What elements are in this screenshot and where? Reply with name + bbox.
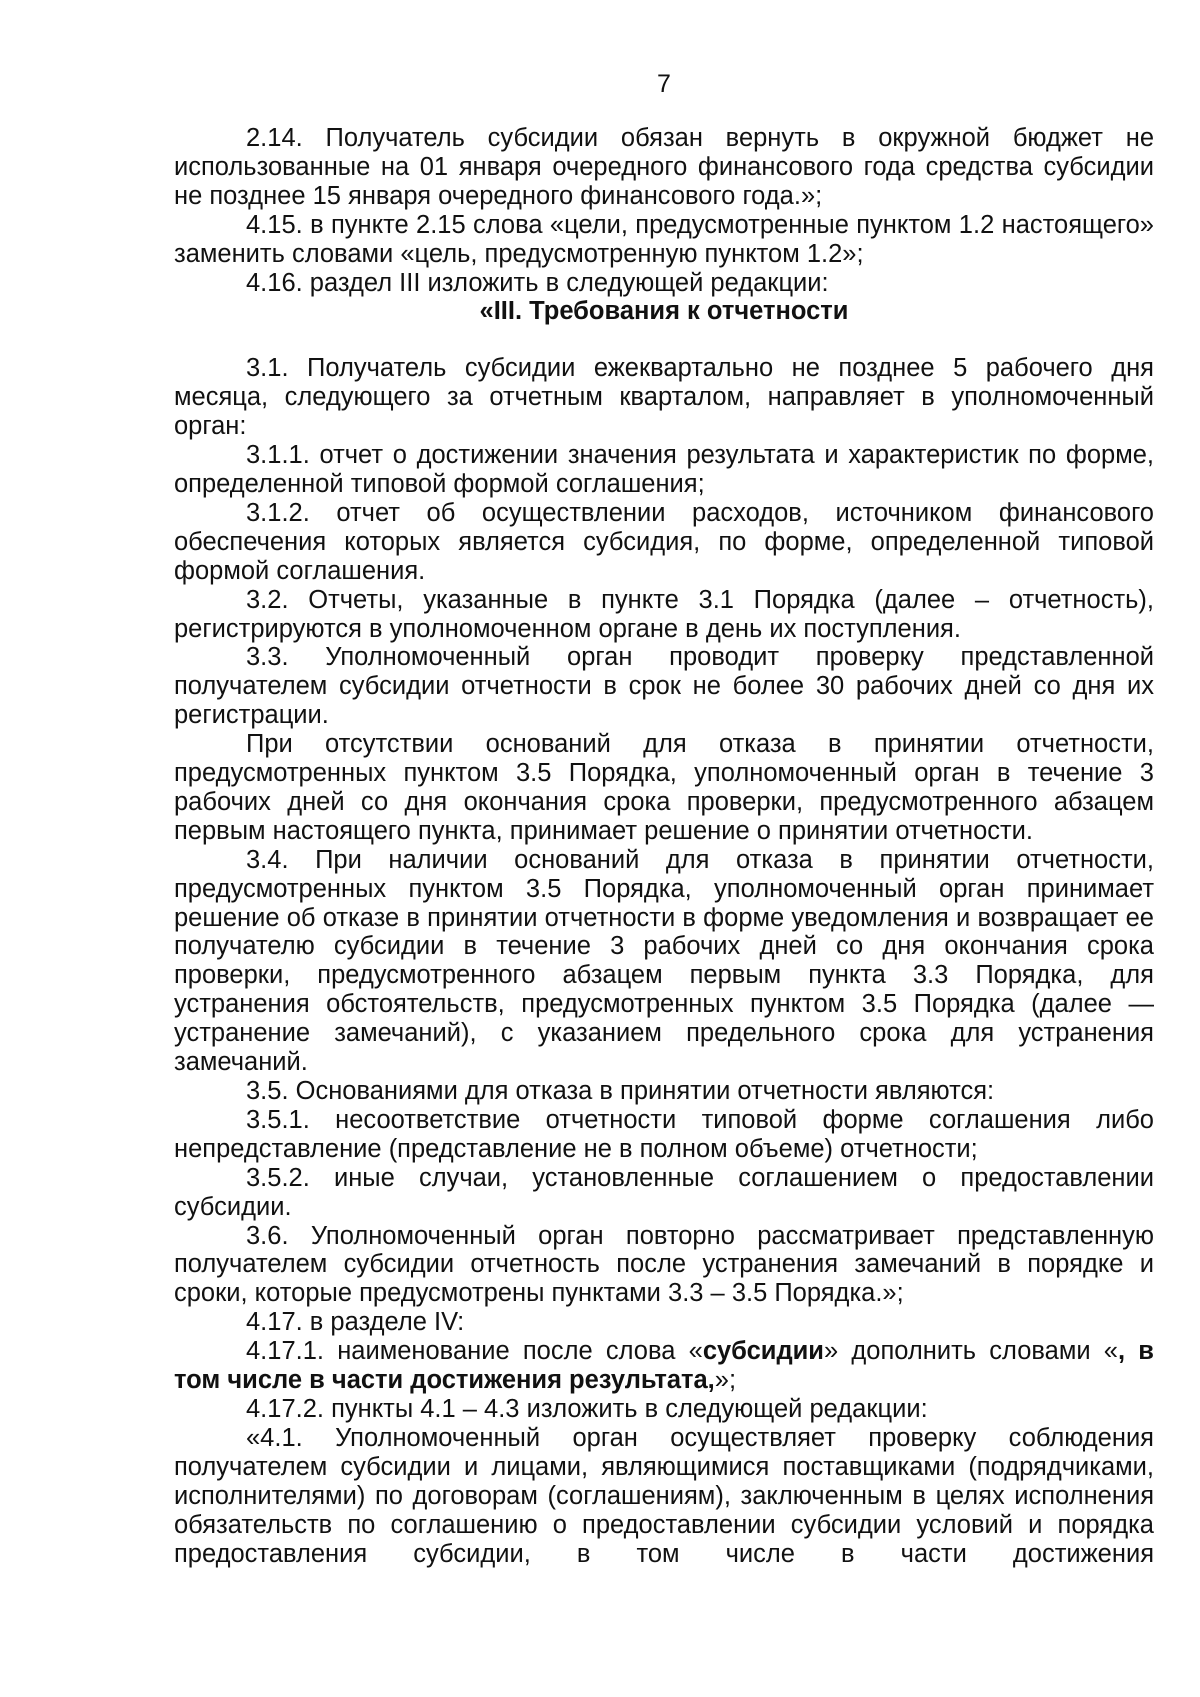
spacer — [174, 326, 1154, 354]
paragraph-3-3-second: При отсутствии оснований для отказа в принятии отчетности, предусмотренных пунктом 3.5 Порядка, уполномоченный орган в течение 3 рабочих дней со дня окончания срока проверки, предусмотренного абзацем первым настоящего пункта, принимает решение о принятии отчетности. — [174, 730, 1154, 845]
paragraph-3-2: 3.2. Отчеты, указанные в пункте 3.1 Порядка (далее – отчетность), регистрируются в уполномоченном органе в день их поступления. — [174, 585, 1154, 643]
paragraph-4-17-2: 4.17.2. пункты 4.1 – 4.3 изложить в следующей редакции: — [246, 1394, 928, 1423]
page-number: 7 — [657, 70, 671, 98]
document-page — [174, 68, 1154, 1568]
paragraph-4-16: 4.16. раздел III изложить в следующей редакции: — [246, 268, 829, 297]
paragraph-3-1-2: 3.1.2. отчет об осуществлении расходов, источником финансового обеспечения которых является субсидия, по форме, определенной типовой формой соглашения. — [174, 498, 1154, 585]
bold-term: субсидии — [702, 1337, 824, 1366]
paragraph-3-4: 3.4. При наличии оснований для отказа в принятии отчетности, предусмотренных пунктом 3.5 Порядка, уполномоченный орган принимает решение об отказе в принятии отчетности в форме уведомления и возвращает ее получателю субсидии в течение 3 рабочих дней со дня окончания срока проверки, предусмотренного абзацем первым пункта 3.3 Порядка, для устранения обстоятельств, предусмотренных пунктом 3.5 Порядка (далее — устранение замечаний), с указанием предельного срока для устранения замечаний. — [174, 845, 1154, 1077]
paragraph-2-14: 2.14. Получатель субсидии обязан вернуть в окружной бюджет не использованные на 01 января очередного финансового года средства субсидии не позднее 15 января очередного финансового года.»; — [174, 124, 1154, 210]
bold-insertion: , в том числе в части достижения результата, — [174, 1337, 1154, 1395]
paragraph-3-1: 3.1. Получатель субсидии ежеквартально не позднее 5 рабочего дня месяца, следующего за отчетным кварталом, направляет в уполномоченный орган: — [174, 354, 1154, 441]
paragraph-4-17-1 — [174, 1337, 1154, 1395]
text-segment: »; — [714, 1366, 737, 1395]
section-heading: «III. Требования к отчетности — [479, 297, 849, 326]
paragraph-3-3: 3.3. Уполномоченный орган проводит проверку представленной получателем субсидии отчетности в срок не более 30 рабочих дней со дня их регистрации. — [174, 643, 1154, 730]
paragraph-3-6: 3.6. Уполномоченный орган повторно рассматривает представленную получателем субсидии отчетность после устранения замечаний в порядке и сроки, которые предусмотрены пунктами 3.3 – 3.5 Порядка.»; — [174, 1221, 1154, 1308]
paragraph-4-17: 4.17. в разделе IV: — [246, 1308, 465, 1337]
paragraph-3-5-2: 3.5.2. иные случаи, установленные соглашением о предоставлении субсидии. — [174, 1163, 1154, 1221]
paragraph-4-1: «4.1. Уполномоченный орган осуществляет проверку соблюдения получателем субсидии и лицами, являющимися поставщиками (подрядчиками, исполнителями) по договорам (соглашениям), заключенным в целях исполнения обязательств по соглашению о предоставлении субсидии условий и порядка предоставления субсидии, в том числе в части достижения — [174, 1423, 1154, 1568]
paragraph-4-15: 4.15. в пункте 2.15 слова «цели, предусмотренные пунктом 1.2 настоящего» заменить словами «цель, предусмотренную пунктом 1.2»; — [174, 210, 1154, 268]
paragraph-3-5-1: 3.5.1. несоответствие отчетности типовой форме соглашения либо непредставление (представление не в полном объеме) отчетности; — [174, 1105, 1154, 1163]
paragraph-3-1-1: 3.1.1. отчет о достижении значения результата и характеристик по форме, определенной типовой формой соглашения; — [174, 441, 1154, 498]
text-segment: 4.17.1. наименование после слова « — [246, 1337, 703, 1366]
text-segment: » дополнить словами « — [824, 1337, 1118, 1366]
paragraph-3-5: 3.5. Основаниями для отказа в принятии отчетности являются: — [246, 1077, 995, 1105]
